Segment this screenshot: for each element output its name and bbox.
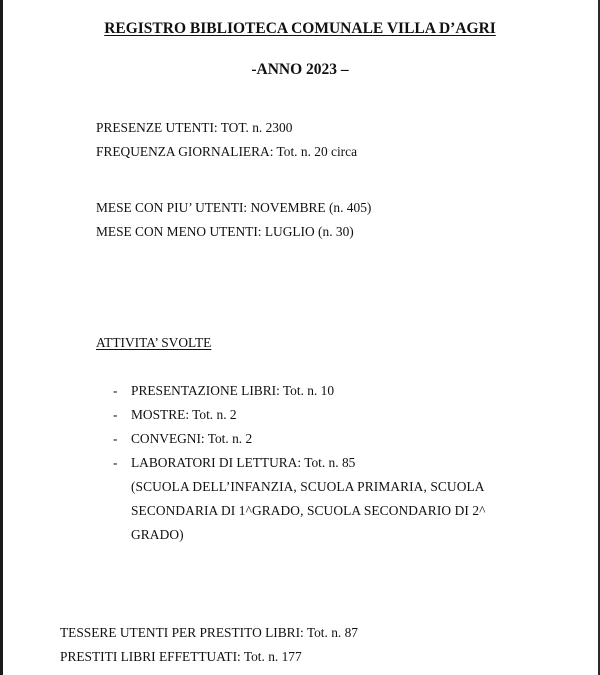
activity-label: PRESENTAZIONE LIBRI: Tot. n. 10 <box>131 383 335 398</box>
bullet-dash: - <box>113 431 118 446</box>
activity-label: MOSTRE: Tot. n. 2 <box>131 407 237 422</box>
list-item <box>113 383 533 399</box>
stat-frequenza: FREQUENZA GIORNALIERA: Tot. n. 20 circa <box>96 144 358 159</box>
stat-presenze: PRESENZE UTENTI: TOT. n. 2300 <box>96 120 293 135</box>
bullet-dash: - <box>113 407 118 422</box>
footer-tessere: TESSERE UTENTI PER PRESTITO LIBRI: Tot. n. 87 <box>60 625 359 640</box>
activity-label: CONVEGNI: Tot. n. 2 <box>131 431 253 446</box>
activities-heading: ATTIVITA’ SVOLTE <box>96 335 212 350</box>
bullet-dash: - <box>113 455 118 470</box>
list-item <box>113 407 533 423</box>
page-left-edge <box>0 0 3 675</box>
footer-prestiti: PRESTITI LIBRI EFFETTUATI: Tot. n. 177 <box>60 649 302 664</box>
activity-note: (SCUOLA DELL’INFANZIA, SCUOLA PRIMARIA, SCUOLA SECONDARIA DI 1^GRADO, SCUOLA SECONDARIO DI 2^ GRADO) <box>131 479 486 542</box>
stat-mese-meno: MESE CON MENO UTENTI: LUGLIO (n. 30) <box>96 224 354 239</box>
list-item <box>113 455 533 547</box>
list-item <box>113 431 533 447</box>
activities-list <box>113 383 533 555</box>
bullet-dash: - <box>113 383 118 398</box>
activity-label: LABORATORI DI LETTURA: Tot. n. 85 <box>131 455 356 470</box>
document-subtitle: -ANNO 2023 – <box>251 61 349 78</box>
stat-mese-piu: MESE CON PIU’ UTENTI: NOVEMBRE (n. 405) <box>96 200 372 215</box>
document-title: REGISTRO BIBLIOTECA COMUNALE VILLA D’AGRI <box>104 20 496 37</box>
